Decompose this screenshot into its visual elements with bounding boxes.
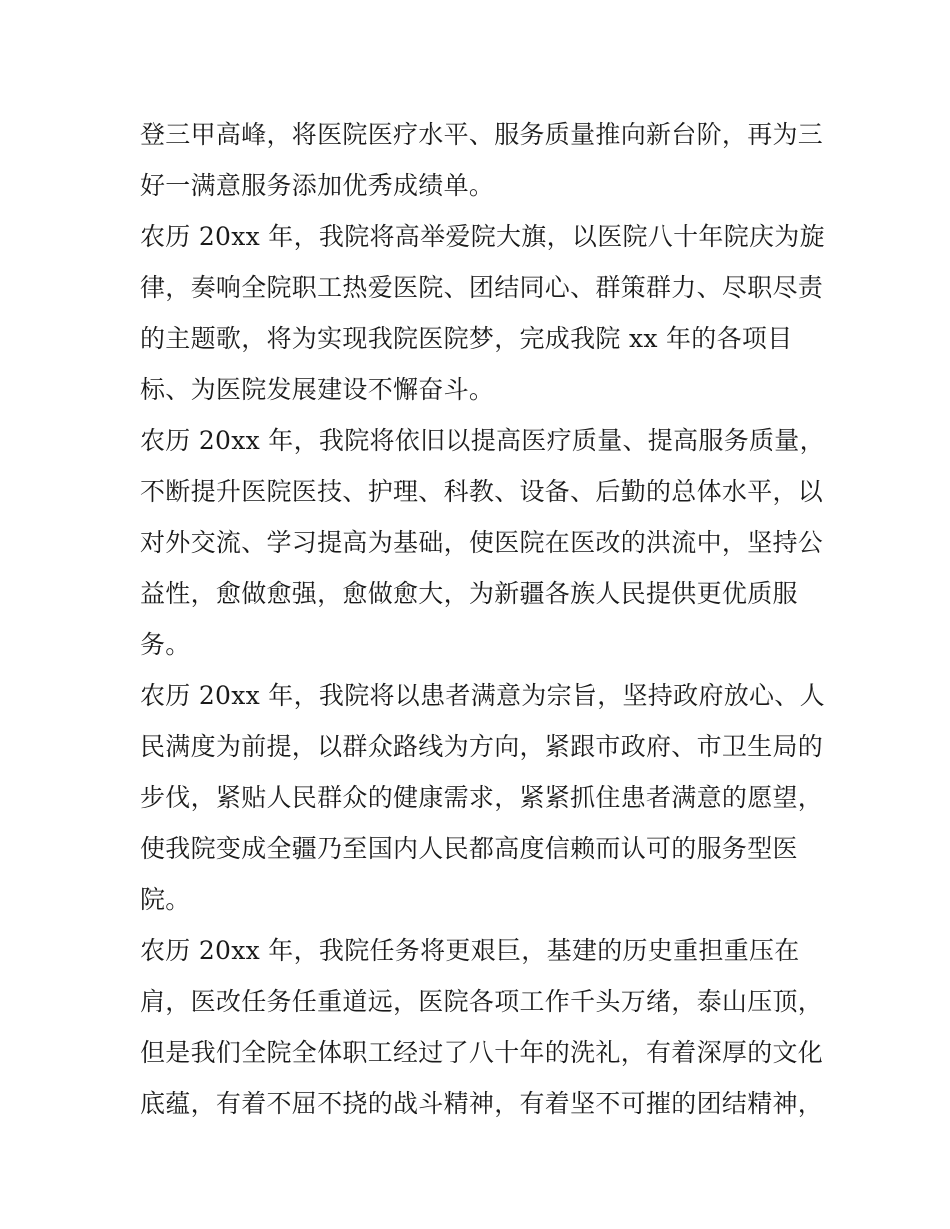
text-line: 民满度为前提，以群众路线为方向，紧跟市政府、市卫生局的 [140,732,824,761]
text-line: 不断提升医院医技、护理、科教、设备、后勤的总体水平，以 [140,477,824,506]
text-line: 好一满意服务添加优秀成绩单。 [140,171,495,200]
text-line: 农历 20xx 年，我院将依旧以提高医疗质量、提高服务质量， [140,426,825,455]
text-line: 对外交流、学习提高为基础，使医院在医改的洪流中，坚持公 [140,528,824,557]
text-line: 农历 20xx 年，我院将以患者满意为宗旨，坚持政府放心、人 [140,681,825,710]
text-line: 农历 20xx 年，我院将高举爱院大旗，以医院八十年院庆为旋 [140,222,825,251]
text-line: 标、为医院发展建设不懈奋斗。 [140,375,495,404]
text-line: 院。 [140,885,191,914]
text-line: 律，奏响全院职工热爱医院、团结同心、群策群力、尽职尽责 [140,273,824,302]
text-line: 使我院变成全疆乃至国内人民都高度信赖而认可的服务型医 [140,834,798,863]
text-line: 益性，愈做愈强，愈做愈大，为新疆各族人民提供更优质服 [140,579,798,608]
text-line: 登三甲高峰，将医院医疗水平、服务质量推向新台阶，再为三 [140,120,824,149]
text-line: 但是我们全院全体职工经过了八十年的洗礼，有着深厚的文化 [140,1038,824,1067]
text-line: 肩，医改任务任重道远，医院各项工作千头万绪，泰山压顶， [140,987,824,1016]
text-line: 底蕴，有着不屈不挠的战斗精神，有着坚不可摧的团结精神， [140,1089,824,1118]
body-text [140,109,825,1129]
text-line: 步伐，紧贴人民群众的健康需求，紧紧抓住患者满意的愿望， [140,783,824,812]
text-line: 务。 [140,630,191,659]
text-line: 的主题歌，将为实现我院医院梦，完成我院 xx 年的各项目 [140,324,793,353]
text-line: 农历 20xx 年，我院任务将更艰巨，基建的历史重担重压在 [140,936,800,965]
